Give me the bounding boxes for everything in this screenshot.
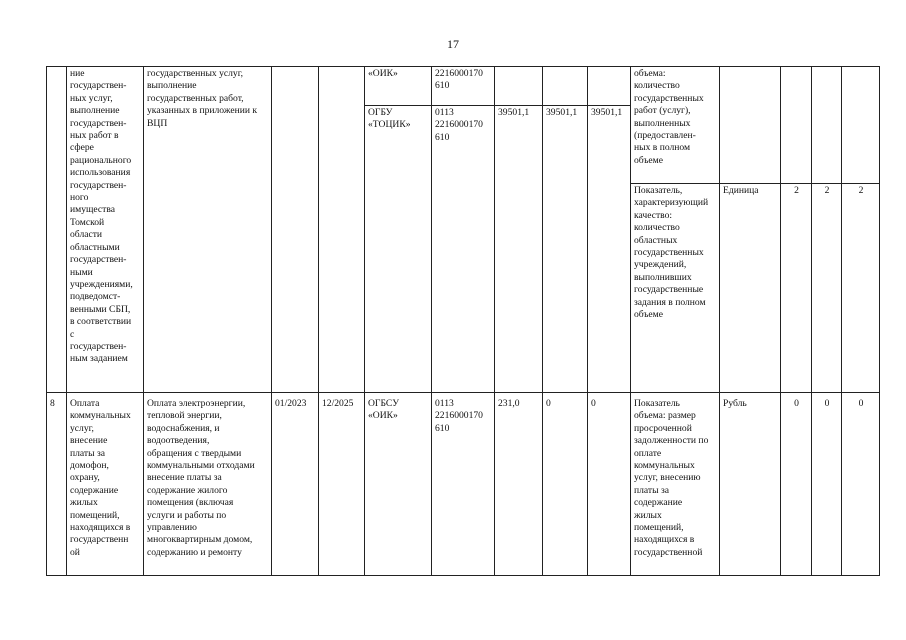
page-number: 17: [447, 37, 459, 51]
value-year1-cell: [495, 67, 543, 106]
value-year2-cell: 0: [543, 393, 588, 576]
unit-cell: Рубль: [720, 393, 781, 576]
end-period-cell: [319, 67, 365, 393]
plan-year3-cell: 2: [842, 184, 880, 393]
plan-year2-cell: 0: [812, 393, 842, 576]
program-table: [46, 66, 880, 576]
executor-cell: ОГБУ «ТОЦИК»: [365, 106, 432, 393]
row-number-cell: 8: [47, 393, 67, 576]
event-description-cell: государственных услуг, выполнение государственных работ, указанных в приложении к ВЦП: [144, 67, 272, 393]
start-period-cell: 01/2023: [272, 393, 319, 576]
event-description-cell: Оплата электроэнергии, тепловой энергии, водоснабжения, и водоотведения, обращения с твердыми коммунальными отходами внесение платы за содержание жилого помещения (включая услуги и работы по управлению многоквартирным домом, содержанию и ремонту: [144, 393, 272, 576]
kbk-cell: 0113 2216000170 610: [432, 393, 495, 576]
indicator-cell: Показатель, характеризующий качество: количество областных государственных учреждений, выполнивших государственные задания в полном объеме: [631, 184, 720, 393]
table-row: [47, 67, 880, 106]
plan-year2-cell: [812, 67, 842, 184]
value-year2-cell: 39501,1: [543, 106, 588, 393]
value-year1-cell: 231,0: [495, 393, 543, 576]
indicator-cell: Показатель объема: размер просроченной задолженности по оплате коммунальных услуг, внесению платы за содержание жилых помещений, находящихся в государственной: [631, 393, 720, 576]
row-number-cell: [47, 67, 67, 393]
indicator-cell: объема: количество государственных работ (услуг), выполненных (предоставлен- ных в полном объеме: [631, 67, 720, 184]
plan-year1-cell: 2: [781, 184, 812, 393]
event-name-cell: ние государствен- ных услуг, выполнение государствен- ных работ в сфере рационального использования государствен- ного имущества Томской области областными государствен- ными учреждениями, подведомст- венными СБП, в соответствии с государствен- ным заданием: [67, 67, 144, 393]
unit-cell: Единица: [720, 184, 781, 393]
executor-cell: «ОИК»: [365, 67, 432, 106]
end-period-cell: 12/2025: [319, 393, 365, 576]
executor-cell: ОГБСУ «ОИК»: [365, 393, 432, 576]
plan-year1-cell: 0: [781, 393, 812, 576]
unit-cell: [720, 67, 781, 184]
value-year2-cell: [543, 67, 588, 106]
plan-year1-cell: [781, 67, 812, 184]
plan-year3-cell: [842, 67, 880, 184]
event-name-cell: Оплата коммунальных услуг, внесение платы за домофон, охрану, содержание жилых помещений, находящихся в государственн ой: [67, 393, 144, 576]
value-year1-cell: 39501,1: [495, 106, 543, 393]
kbk-cell: 0113 2216000170 610: [432, 106, 495, 393]
kbk-cell: 2216000170 610: [432, 67, 495, 106]
value-year3-cell: 0: [588, 393, 631, 576]
plan-year2-cell: 2: [812, 184, 842, 393]
start-period-cell: [272, 67, 319, 393]
table-row: [47, 393, 880, 576]
plan-year3-cell: 0: [842, 393, 880, 576]
value-year3-cell: [588, 67, 631, 106]
value-year3-cell: 39501,1: [588, 106, 631, 393]
